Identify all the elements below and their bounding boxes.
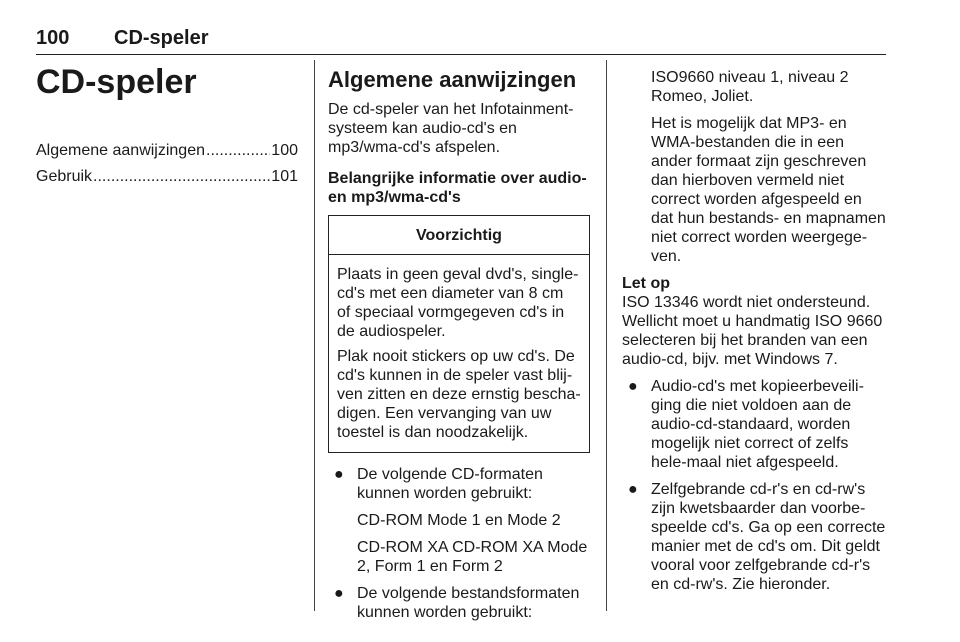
bullet-list	[622, 377, 886, 594]
caution-box	[328, 215, 590, 453]
list-item-text: Zelfgebrande cd-r's en cd-rw's zijn kwetsbaarder dan voorbe-speelde cd's. Ga op een correcte manier met de cd's om. Dit geldt vooral voor zelfgebrande cd-r's en cd-rw's. Zie hieronder.	[651, 481, 886, 593]
list-item-text: Audio-cd's met kopieerbeveili-ging die niet voldoen aan de audio-cd-standaard, worden mogelijk niet correct of zelfs hele-maal niet afgespeeld.	[651, 378, 864, 471]
page-number: 100	[36, 27, 70, 49]
subsection-title: Belangrijke informatie over audio- en mp3/wma-cd's	[328, 170, 587, 206]
note-text: ISO 13346 wordt niet ondersteund. Wellicht moet u handmatig ISO 9660 selecteren bij het branden van een audio-cd, bijv. met Windows 7.	[622, 294, 883, 368]
caution-heading: Voorzichtig	[329, 216, 589, 255]
content-column-right	[622, 60, 886, 602]
toc-entry[interactable]	[36, 140, 298, 162]
chapter-title: CD-speler	[36, 63, 197, 101]
bullet-list	[328, 465, 590, 622]
list-sub-paragraph: CD-ROM Mode 1 en Mode 2	[357, 512, 561, 529]
list-item	[622, 377, 886, 472]
toc-column	[36, 60, 298, 192]
caution-body	[329, 255, 589, 452]
toc-entry-page: 100	[271, 142, 298, 159]
caution-paragraph: Plak nooit stickers op uw cd's. De cd's kunnen in de speler vast blij-ven zitten en deze ernstig bescha-digen. Een vervanging van uw toestel is dan noodzakelijk.	[337, 348, 581, 441]
list-item-text: De volgende bestandsformaten kunnen worden gebruikt:	[357, 585, 580, 621]
column-divider	[606, 60, 607, 611]
content-column-middle	[328, 60, 590, 630]
caution-paragraph: Plaats in geen geval dvd's, single-cd's met een diameter van 8 cm of speciaal vormgegeven cd's in de audiospeler.	[337, 266, 579, 340]
toc-entry[interactable]	[36, 166, 298, 188]
section-title: Algemene aanwijzingen	[328, 67, 577, 92]
toc-dot-leader	[93, 166, 270, 188]
note-label: Let op	[622, 275, 670, 292]
list-item	[622, 480, 886, 594]
column-divider	[314, 60, 315, 611]
running-title: CD-speler	[114, 27, 209, 49]
toc-dot-leader	[206, 140, 270, 162]
list-continuation-paragraph: ISO9660 niveau 1, niveau 2 Romeo, Joliet.	[651, 69, 849, 105]
list-continuation-paragraph: Het is mogelijk dat MP3- en WMA-bestanden die in een ander formaat zijn geschreven dan hierboven vermeld niet correct worden afgespeeld en dat hun bestands- en mapnamen niet correct worden weergege-ven.	[651, 115, 886, 265]
list-item	[328, 584, 590, 622]
bullet-icon: ●	[628, 481, 638, 498]
bullet-icon: ●	[334, 466, 344, 483]
bullet-icon: ●	[334, 585, 344, 602]
list-item-text: De volgende CD-formaten kunnen worden gebruikt:	[357, 466, 543, 502]
bullet-icon: ●	[628, 378, 638, 395]
page-header	[36, 26, 886, 55]
list-sub-paragraph: CD-ROM XA CD-ROM XA Mode 2, Form 1 en Form 2	[357, 539, 588, 575]
toc-entry-page: 101	[271, 168, 298, 185]
toc-entry-label: Gebruik	[36, 168, 93, 185]
list-item	[328, 465, 590, 576]
intro-paragraph: De cd-speler van het Infotainment-systeem kan audio-cd's en mp3/wma-cd's afspelen.	[328, 101, 574, 156]
toc-entry-label: Algemene aanwijzingen	[36, 142, 205, 159]
